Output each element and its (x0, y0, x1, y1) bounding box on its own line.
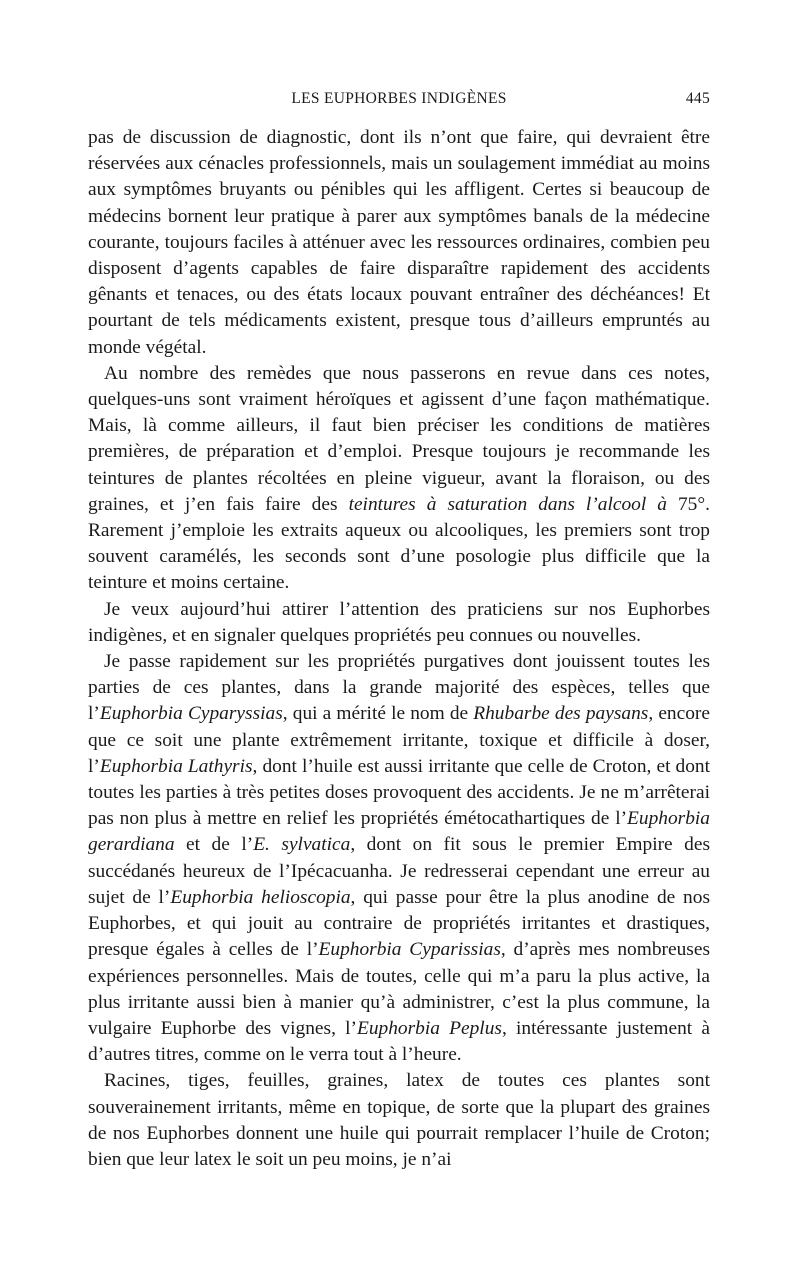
species-name: E. sylvatica (253, 834, 351, 856)
species-name: Euphorbia Cyparissias (318, 939, 501, 961)
text-run: et de l’ (174, 834, 254, 856)
body-text (88, 125, 710, 1173)
species-name: Euphorbia Cyparyssias (99, 703, 283, 725)
italic-phrase: teintures à saturation dans l’alcool à (348, 493, 667, 515)
species-name: Euphorbia helioscopia (170, 886, 351, 908)
text-run: , dont l’huile est aussi irritante que celle de Croton, et dont toutes les parties à très petites doses provoquent des accidents. Je ne m’arrêterai pas non plus à mettre en relief les propriétés émétocathartiques de l’ (88, 755, 710, 830)
species-name: Euphorbia Lathyris (99, 755, 253, 777)
running-title: LES EUPHORBES INDIGÈNES (291, 90, 507, 107)
text-run: Je veux aujourd’hui attirer l’attention des praticiens sur nos Euphorbes indigènes, et en signaler quelques propriétés peu connues ou nouvelles. (88, 598, 710, 646)
text-run: , qui a mérité le nom de (282, 703, 474, 725)
text-run: Je passe rapidement sur les propriétés purgatives dont jouissent toutes les parties de ces plantes, dans la grande majorité des espèces, telles que l’ (88, 651, 710, 725)
species-name: Euphorbia Peplus (356, 1017, 502, 1039)
species-name: Euphorbia gerardiana (88, 808, 710, 856)
paragraph-1 (88, 125, 710, 361)
page-number: 445 (685, 90, 710, 107)
italic-phrase: Rhubarbe des paysans (473, 703, 649, 725)
text-run: Racines, tiges, feuilles, graines, latex de toutes ces plantes sont souverainement irritants, même en topique, de sorte que la plupart des graines de nos Euphorbes donnent une huile qui pourrait remplacer l’huile de Croton; bien que leur latex le soit un peu moins, je n’ai (88, 1070, 710, 1170)
text-run: , dont on fit sous le premier Empire des succédanés heureux de l’Ipécacuanha. Je redresserai cependant une erreur au sujet de l’ (88, 834, 710, 908)
paragraph-4 (88, 649, 710, 1068)
text-run: , intéressante justement à d’autres titres, comme on le verra tout à l’heure. (88, 1017, 710, 1066)
paragraph-5 (88, 1068, 710, 1173)
text-run: , qui passe pour être la plus anodine de nos Euphorbes, et qui jouit au contraire de propriétés irritantes et drastiques, presque égales à celles de l’ (88, 886, 710, 961)
text-run: , encore que ce soit une plante extrêmement irritante, toxique et difficile à doser, l’ (88, 703, 710, 777)
text-run: pas de discussion de diagnostic, dont ils n’ont que faire, qui devraient être réservées aux cénacles professionnels, mais un soulagement immédiat au moins aux symptômes bruyants ou pénibles qui les affligent. Certes si beaucoup de médecins bornent leur pratique à parer aux symptômes banals de la médecine courante, toujours faciles à atténuer avec les ressources ordinaires, combien peu disposent d’agents capables de faire disparaître rapidement des accidents gênants et tenaces, ou des états locaux pouvant entraîner des déchéances! Et pourtant de tels médicaments existent, presque tous d’ailleurs empruntés au monde végétal. (88, 127, 710, 358)
text-run: 75°. Rarement j’emploie les extraits aqueux ou alcooliques, les premiers sont trop souvent caramélés, les seconds sont d’une posologie plus difficile que la teinture et moins certaine. (88, 493, 710, 594)
text-run: , d’après mes nombreuses expériences personnelles. Mais de toutes, celle qui m’a paru la plus active, la plus irritante aussi bien à manier qu’à administrer, c’est la plus commune, la vulgaire Euphorbe des vignes, l’ (88, 939, 710, 1039)
paragraph-2 (88, 361, 710, 597)
paragraph-3 (88, 597, 710, 649)
text-run: Au nombre des remèdes que nous passerons en revue dans ces notes, quelques-uns sont vraiment héroïques et agissent d’une façon mathématique. Mais, là comme ailleurs, il faut bien préciser les conditions de matières premières, de préparation et d’emploi. Presque toujours je recommande les teintures de plantes récoltées en pleine vigueur, avant la floraison, ou des graines, et j’en fais faire des (88, 362, 710, 515)
page-header (88, 84, 710, 114)
